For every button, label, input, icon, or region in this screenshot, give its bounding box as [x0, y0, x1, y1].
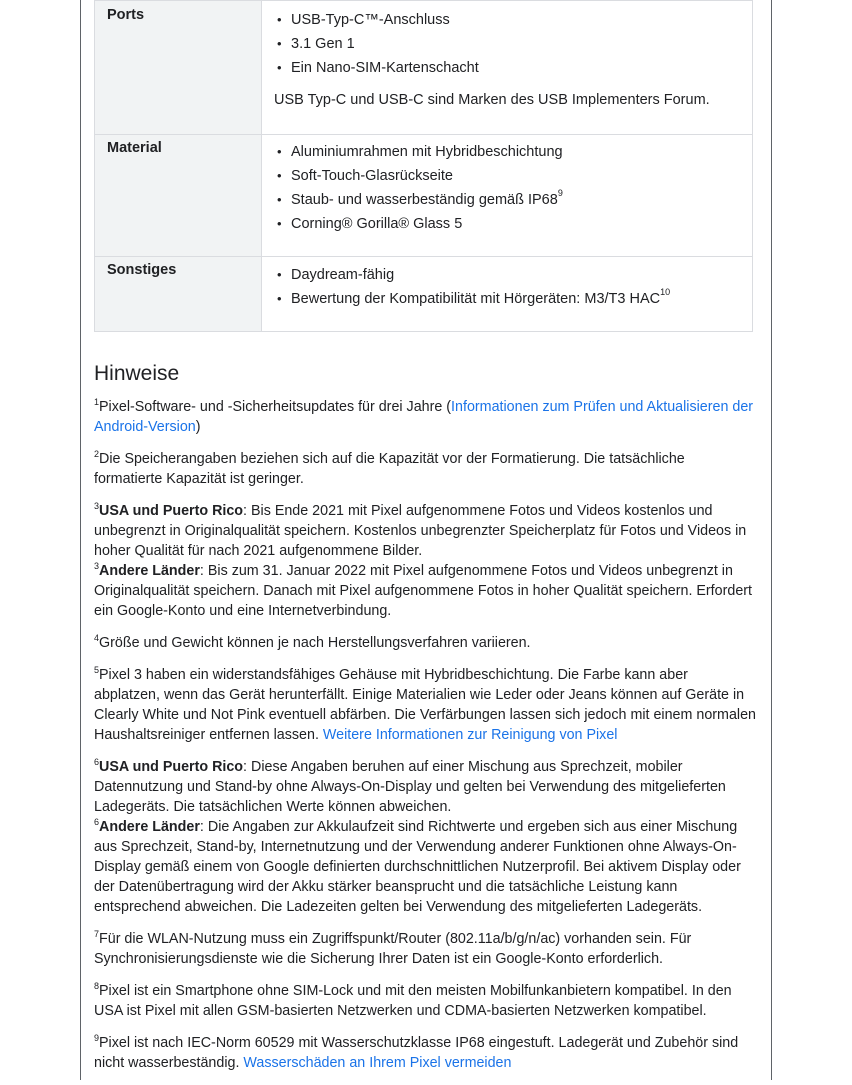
footnote-number: 6 [94, 817, 100, 827]
footnote-number: 3 [94, 561, 100, 571]
spec-row-sonstiges [95, 257, 753, 332]
footnote-8 [94, 981, 756, 1021]
spec-list-item: • 3.1 Gen 1 [274, 32, 752, 56]
spec-list-item: • Corning® Gorilla® Glass 5 [274, 212, 752, 236]
footnote-region: USA und Puerto Rico [99, 759, 244, 775]
spec-item-text: Staub- und wasserbeständig gemäß IP68 [291, 192, 558, 208]
footnote-text: : Bis Ende 2021 mit Pixel aufgenommene Fotos und Videos kostenlos und unbegrenzt in Originalqualität speichern. Kostenlos unbegrenzter Speicherplatz für Fotos und Videos in hoher Qualität für nach 2021 aufgenommene Bilder. [94, 503, 747, 559]
footnote-region: Andere Länder [99, 819, 200, 835]
footnote-number: 3 [94, 501, 100, 511]
footnote-number: 4 [94, 633, 100, 643]
footnote-text: Pixel ist nach IEC-Norm 60529 mit Wasserschutzklasse IP68 eingestuft. Ladegerät und Zubehör sind nicht wasserbeständig. [94, 1035, 739, 1071]
spec-list-item: • Aluminiumrahmen mit Hybridbeschichtung [274, 140, 752, 164]
footnote-text: : Die Angaben zur Akkulaufzeit sind Richtwerte und ergeben sich aus einer Mischung aus Sprechzeit, Stand-by, Internetnutzung und der Verwendung anderer Funktionen ohne Always-On-Display gemäß einem von Google definierten durchschnittlichen Nutzerprofil. Bei aktivem Display oder der Datenübertragung wird der Akku stärker beansprucht und die tatsächliche Leistung kann entsprechend abweichen. Die Ladezeiten gelten bei Verwendung des mitgelieferten Ladegeräts. [94, 819, 741, 915]
spec-value [262, 1, 753, 135]
page-border-right [771, 0, 772, 1080]
spec-value [262, 257, 753, 332]
cleaning-info-link[interactable]: Weitere Informationen zur Reinigung von Pixel [322, 727, 618, 743]
footnote-6-usa [94, 757, 756, 817]
footnote-number: 2 [94, 449, 100, 459]
spec-label: Ports [95, 1, 262, 135]
spec-row-material [95, 135, 753, 257]
footnote-3-other [94, 561, 756, 621]
footnote-4 [94, 633, 756, 653]
footnote-9 [94, 1033, 756, 1073]
footnote-number: 9 [94, 1033, 100, 1043]
footnote-text-end: ) [195, 419, 201, 435]
footnote-number: 6 [94, 757, 100, 767]
spec-list-item: • Soft-Touch-Glasrückseite [274, 164, 752, 188]
spec-label: Sonstiges [95, 257, 262, 332]
spec-table [94, 0, 753, 332]
footnote-text: : Bis zum 31. Januar 2022 mit Pixel aufgenommene Fotos und Videos unbegrenzt in Originalqualität speichern. Danach mit Pixel aufgenommene Fotos in hoher Qualität speichern. Erfordert ein Google-Konto und eine Internetverbindung. [94, 563, 752, 619]
footnote-ref[interactable]: 9 [557, 188, 563, 198]
spec-list [274, 140, 752, 236]
spec-list-item: • Ein Nano-SIM-Kartenschacht [274, 56, 752, 80]
footnote-2 [94, 449, 756, 489]
spec-list [274, 8, 752, 80]
spec-list-item: • Daydream-fähig [274, 263, 752, 287]
footnote-number: 1 [94, 397, 100, 407]
spec-value [262, 135, 753, 257]
footnote-region: Andere Länder [99, 563, 200, 579]
footnotes [94, 397, 756, 1085]
android-version-link[interactable]: Informationen zum Prüfen und Aktualisieren der Android-Version [94, 399, 754, 435]
spec-item-text: Bewertung der Kompatibilität mit Hörgeräten: M3/T3 HAC [291, 291, 661, 307]
footnote-text: Pixel-Software- und -Sicherheitsupdates für drei Jahre ( [99, 399, 452, 415]
spec-list-item [274, 188, 752, 212]
spec-row-ports [95, 1, 753, 135]
footnote-7 [94, 929, 756, 969]
footnote-ref[interactable]: 10 [660, 287, 671, 297]
footnote-text: Pixel 3 haben ein widerstandsfähiges Gehäuse mit Hybridbeschichtung. Die Farbe kann aber abplatzen, wenn das Gerät herunterfällt. Einige Materialien wie Leder oder Jeans können auf Geräte in Clearly White und Not Pink eventuell abfärben. Die Verfärbungen lassen sich jedoch mit einem normalen Haushaltsreiniger entfernen lassen. [94, 667, 756, 743]
spec-list-item [274, 287, 752, 311]
water-damage-link[interactable]: Wasserschäden an Ihrem Pixel vermeiden [243, 1055, 512, 1071]
footnote-number: 5 [94, 665, 100, 675]
spec-list [274, 263, 752, 311]
section-title-hinweise: Hinweise [94, 362, 180, 385]
footnote-text: Die Speicherangaben beziehen sich auf die Kapazität vor der Formatierung. Die tatsächliche formatierte Kapazität ist geringer. [94, 451, 685, 487]
spec-list-item: • USB-Typ-C™-Anschluss [274, 8, 752, 32]
page-border-left [80, 0, 81, 1080]
footnote-number: 8 [94, 981, 100, 991]
footnote-text: Für die WLAN-Nutzung muss ein Zugriffspunkt/Router (802.11a/b/g/n/ac) vorhanden sein. Für Synchronisierungsdienste wie die Sicherung Ihrer Daten ist ein Google-Konto erforderlich. [94, 931, 692, 967]
footnote-text: Pixel ist ein Smartphone ohne SIM-Lock und mit den meisten Mobilfunkanbietern kompatibel. In den USA ist Pixel mit allen GSM-basierten Netzwerken und CDMA-basierten Netzwerken kompatibel. [94, 983, 732, 1019]
footnote-3-usa [94, 501, 756, 561]
footnote-number: 7 [94, 929, 100, 939]
spec-note: USB Typ-C und USB-C sind Marken des USB Implementers Forum. [274, 92, 710, 108]
footnote-region: USA und Puerto Rico [99, 503, 244, 519]
footnote-text: Größe und Gewicht können je nach Herstellungsverfahren variieren. [99, 635, 531, 651]
footnote-6-other [94, 817, 756, 917]
spec-label: Material [95, 135, 262, 257]
footnote-5 [94, 665, 756, 745]
footnote-1 [94, 397, 756, 437]
footnote-text: : Diese Angaben beruhen auf einer Mischung aus Sprechzeit, mobiler Datennutzung und Stand-by ohne Always-On-Display und gelten bei Verwendung des mitgelieferten Ladegeräts. Die tatsächlichen Werte können abweichen. [94, 759, 726, 815]
